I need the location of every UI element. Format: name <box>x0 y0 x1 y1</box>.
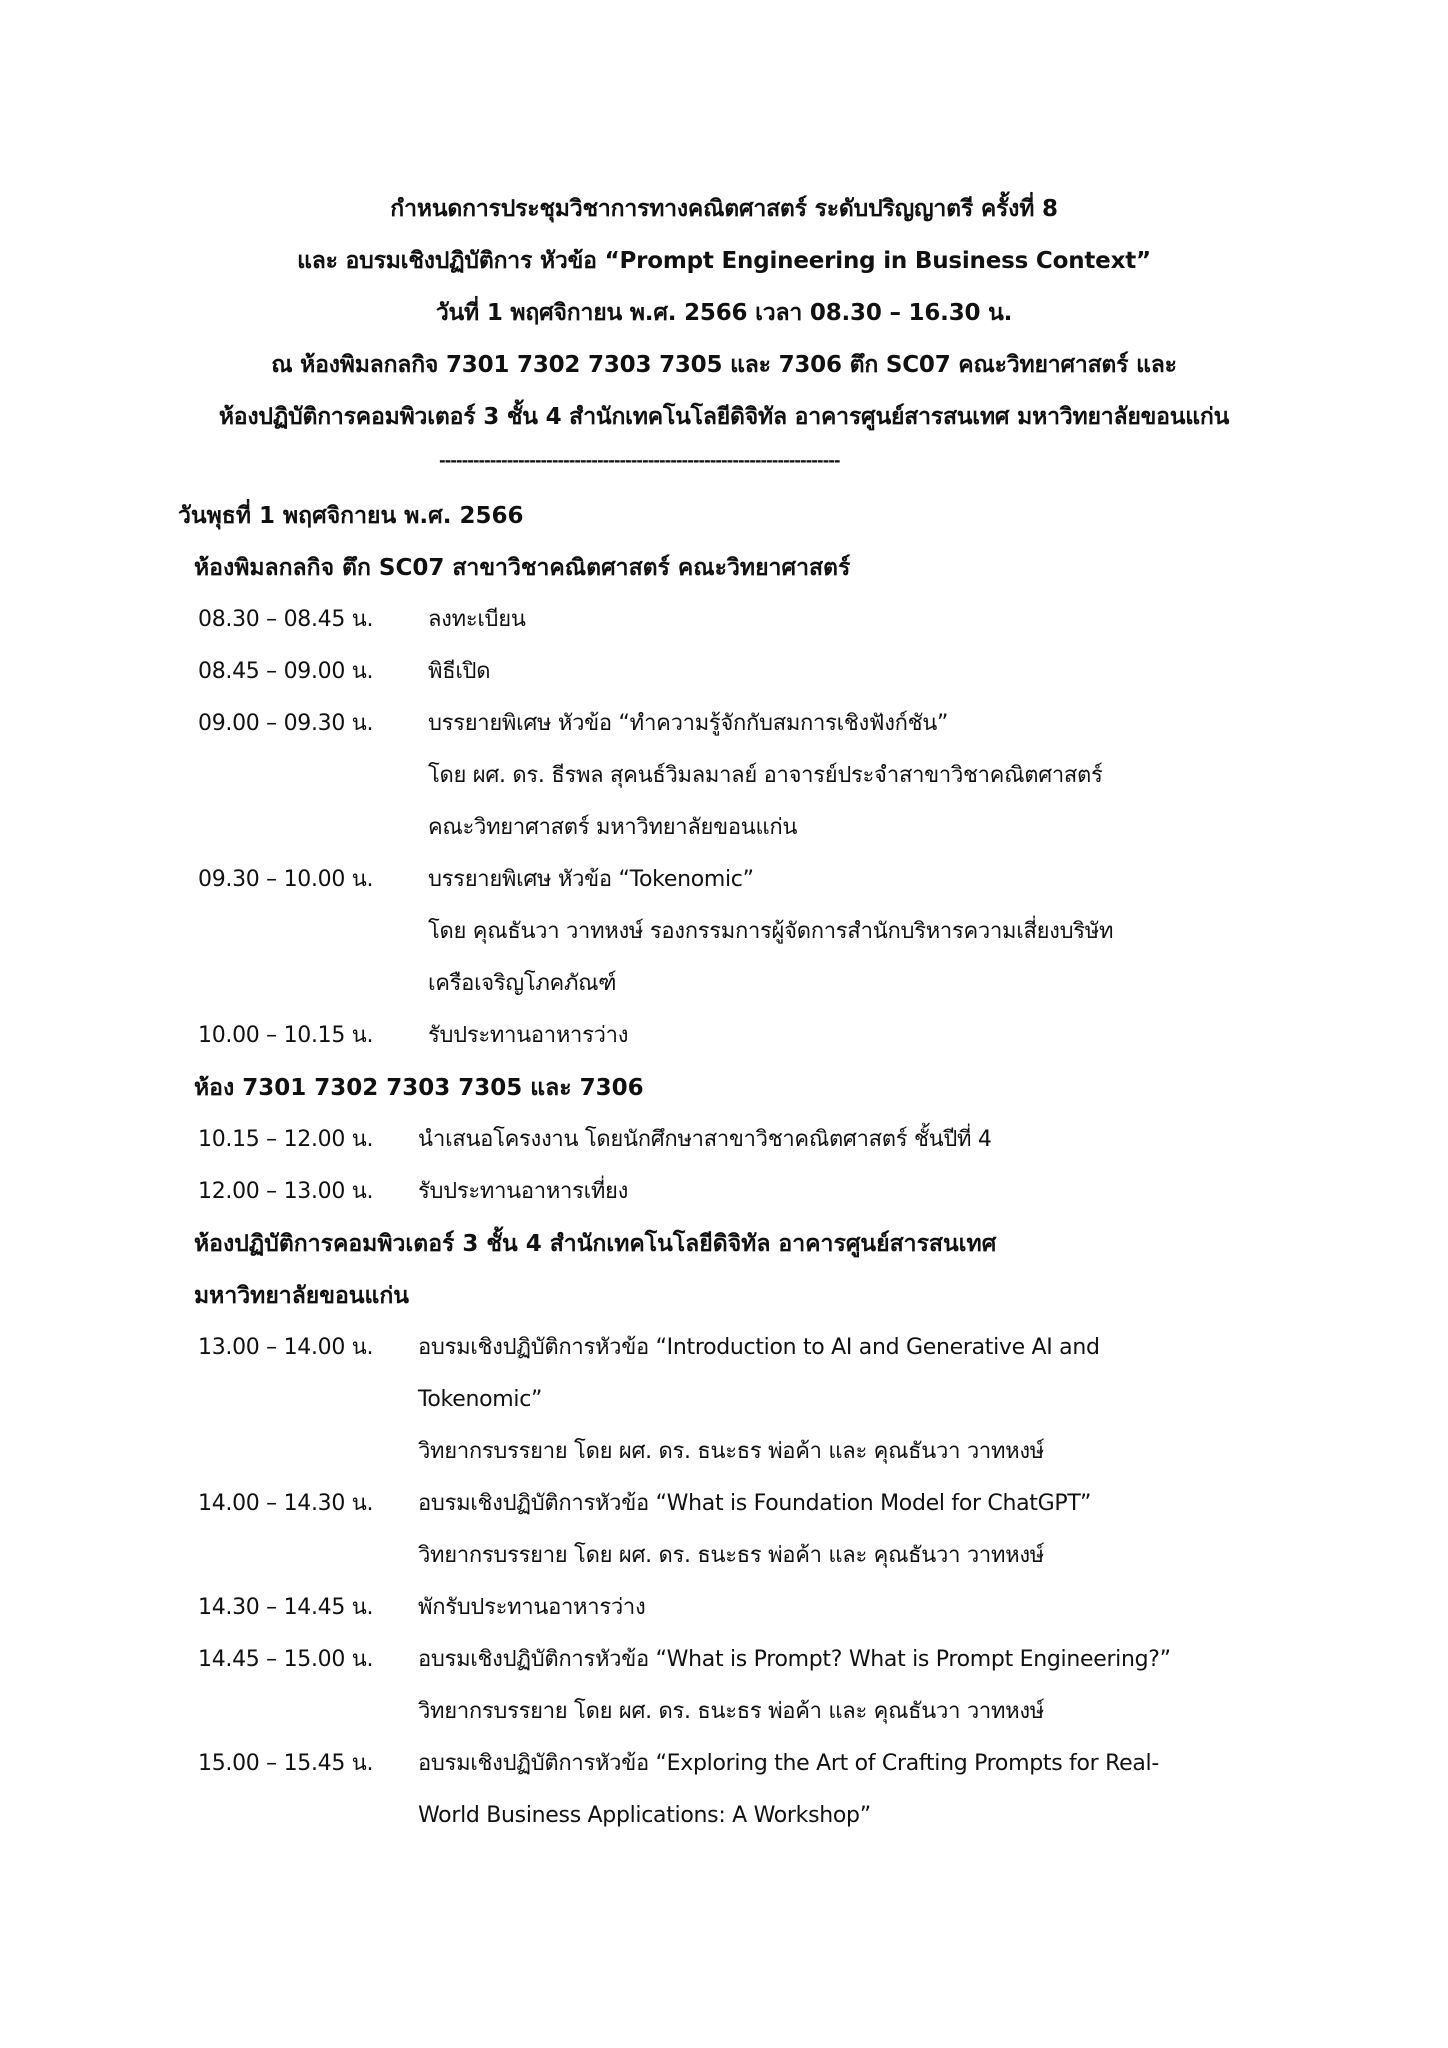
schedule-description <box>418 1634 1328 1738</box>
schedule-row <box>178 698 1328 854</box>
schedule-description <box>418 1738 1328 1842</box>
description-line: นำเสนอโครงงาน โดยนักศึกษาสาขาวิชาคณิตศาสตร์ ชั้นปีที่ 4 <box>418 1127 992 1152</box>
description-line: โดย คุณธันวา วาทหงษ์ รองกรรมการผู้จัดการสำนักบริหารความเสี่ยงบริษัท <box>428 919 1114 944</box>
description-line: คณะวิทยาศาสตร์ มหาวิทยาลัยขอนแก่น <box>428 815 798 840</box>
room-title: ห้องปฏิบัติการคอมพิวเตอร์ 3 ชั้น 4 สำนักเทคโนโลยีดิจิทัล อาคารศูนย์สารสนเทศ <box>194 1231 997 1257</box>
description-line: โดย ผศ. ดร. ธีรพล สุคนธ์วิมลมาลย์ อาจารย์ประจำสาขาวิชาคณิตศาสตร์ <box>428 763 1103 788</box>
description-line: บรรยายพิเศษ หัวข้อ “Tokenomic” <box>428 867 754 892</box>
schedule-time: 08.30 – 08.45 น. <box>198 607 374 632</box>
schedule-time: 09.00 – 09.30 น. <box>198 711 374 736</box>
schedule-description <box>418 1322 1328 1478</box>
schedule-row <box>178 1166 1328 1218</box>
schedule-row <box>178 1322 1328 1478</box>
schedule-time: 08.45 – 09.00 น. <box>198 659 374 684</box>
room-title-continued: มหาวิทยาลัยขอนแก่น <box>194 1283 410 1309</box>
description-line: Tokenomic” <box>418 1387 543 1412</box>
schedule-time: 10.15 – 12.00 น. <box>198 1127 374 1152</box>
description-line: รับประทานอาหารว่าง <box>428 1023 629 1048</box>
room-title: ห้องพิมลกลกิจ ตึก SC07 สาขาวิชาคณิตศาสตร์ คณะวิทยาศาสตร์ <box>194 555 851 581</box>
schedule-row <box>178 1010 1328 1062</box>
schedule-description <box>418 1114 1328 1166</box>
schedule-description <box>428 854 1328 1010</box>
schedule-description <box>418 1166 1328 1218</box>
schedule-description <box>418 1582 1328 1634</box>
description-line: วิทยากรบรรยาย โดย ผศ. ดร. ธนะธร พ่อค้า และ คุณธันวา วาทหงษ์ <box>418 1543 1045 1568</box>
schedule-time: 14.00 – 14.30 น. <box>198 1491 374 1516</box>
schedule-time: 14.45 – 15.00 น. <box>198 1647 374 1672</box>
header-divider: ----------------------------------------------------------------------- <box>439 451 840 470</box>
schedule-row <box>178 1582 1328 1634</box>
schedule-row <box>178 1634 1328 1738</box>
description-line: อบรมเชิงปฏิบัติการหัวข้อ “Exploring the Art of Crafting Prompts for Real- <box>418 1751 1159 1776</box>
program-schedule <box>178 490 1328 1842</box>
description-line: วิทยากรบรรยาย โดย ผศ. ดร. ธนะธร พ่อค้า และ คุณธันวา วาทหงษ์ <box>418 1699 1045 1724</box>
schedule-row <box>178 594 1328 646</box>
description-line: อบรมเชิงปฏิบัติการหัวข้อ “What is Foundation Model for ChatGPT” <box>418 1491 1092 1516</box>
schedule-description <box>428 1010 1328 1062</box>
schedule-description <box>418 1478 1328 1582</box>
description-line: เครือเจริญโภคภัณฑ์ <box>428 971 617 996</box>
description-line: World Business Applications: A Workshop” <box>418 1803 871 1828</box>
header-venue-line-1: ณ ห้องพิมลกลกิจ 7301 7302 7303 7305 และ 7306 ตึก SC07 คณะวิทยาศาสตร์ และ <box>271 352 1177 378</box>
description-line: รับประทานอาหารเที่ยง <box>418 1179 629 1204</box>
schedule-section <box>178 1218 1328 1842</box>
schedule-description <box>428 594 1328 646</box>
description-line: อบรมเชิงปฏิบัติการหัวข้อ “What is Prompt? What is Prompt Engineering?” <box>418 1647 1171 1672</box>
schedule-row <box>178 1738 1328 1842</box>
schedule-time: 13.00 – 14.00 น. <box>198 1335 374 1360</box>
schedule-row <box>178 646 1328 698</box>
schedule-row <box>178 854 1328 1010</box>
schedule-description <box>428 646 1328 698</box>
schedule-row <box>178 1114 1328 1166</box>
description-line: บรรยายพิเศษ หัวข้อ “ทำความรู้จักกับสมการเชิงฟังก์ชัน” <box>428 711 949 736</box>
description-line: พิธีเปิด <box>428 659 491 684</box>
description-line: วิทยากรบรรยาย โดย ผศ. ดร. ธนะธร พ่อค้า และ คุณธันวา วาทหงษ์ <box>418 1439 1045 1464</box>
header-title: กำหนดการประชุมวิชาการทางคณิตศาสตร์ ระดับปริญญาตรี ครั้งที่ 8 <box>390 196 1058 222</box>
document-header <box>0 183 1448 479</box>
description-line: ลงทะเบียน <box>428 607 526 632</box>
header-date-time: วันที่ 1 พฤศจิกายน พ.ศ. 2566 เวลา 08.30 – 16.30 น. <box>435 300 1013 326</box>
schedule-section <box>178 542 1328 1062</box>
schedule-row <box>178 1478 1328 1582</box>
day-title: วันพุธที่ 1 พฤศจิกายน พ.ศ. 2566 <box>178 503 524 529</box>
schedule-description <box>428 698 1328 854</box>
schedule-time: 15.00 – 15.45 น. <box>198 1751 374 1776</box>
schedule-time: 09.30 – 10.00 น. <box>198 867 374 892</box>
description-line: อบรมเชิงปฏิบัติการหัวข้อ “Introduction to AI and Generative AI and <box>418 1335 1100 1360</box>
header-venue-line-2: ห้องปฏิบัติการคอมพิวเตอร์ 3 ชั้น 4 สำนักเทคโนโลยีดิจิทัล อาคารศูนย์สารสนเทศ มหาวิทยาลัยขอนแก่น <box>218 404 1230 430</box>
schedule-time: 14.30 – 14.45 น. <box>198 1595 374 1620</box>
header-subtitle: และ อบรมเชิงปฏิบัติการ หัวข้อ “Prompt Engineering in Business Context” <box>297 248 1151 274</box>
schedule-time: 12.00 – 13.00 น. <box>198 1179 374 1204</box>
description-line: พักรับประทานอาหารว่าง <box>418 1595 646 1620</box>
schedule-section <box>178 1062 1328 1218</box>
room-title: ห้อง 7301 7302 7303 7305 และ 7306 <box>194 1075 644 1101</box>
schedule-time: 10.00 – 10.15 น. <box>198 1023 374 1048</box>
